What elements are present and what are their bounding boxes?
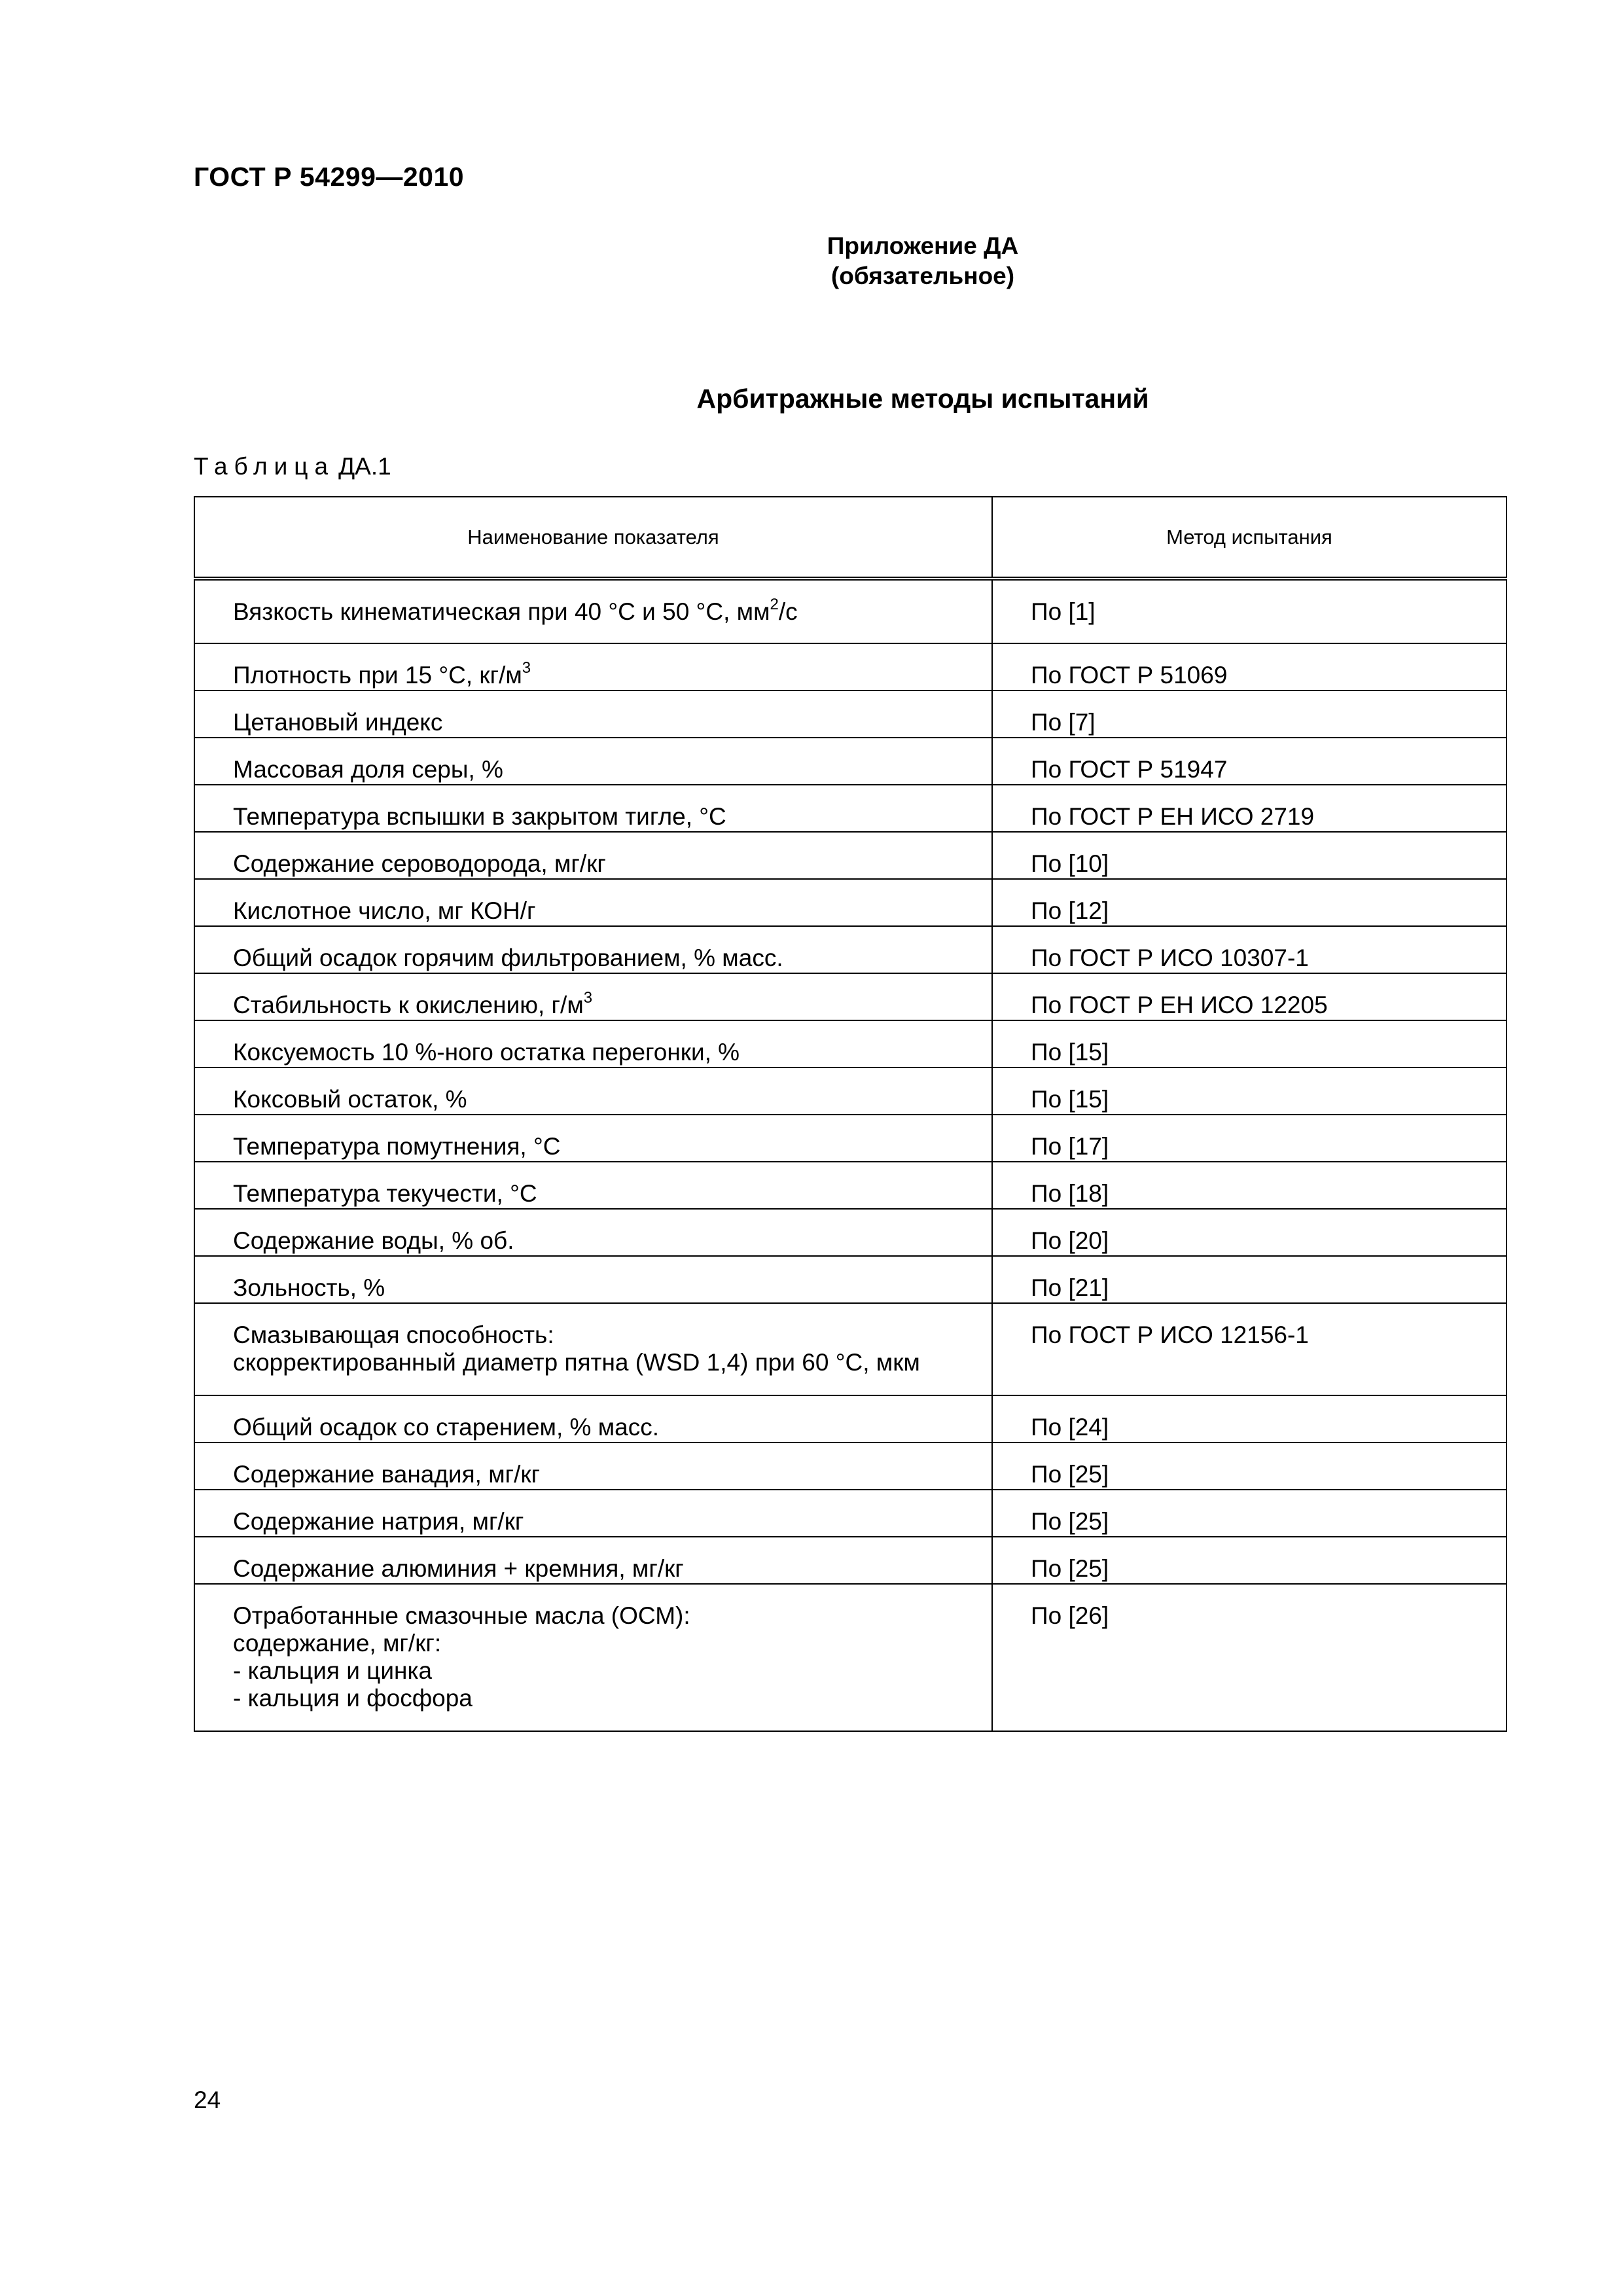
indicator-text	[233, 1180, 978, 1208]
indicator-text-main: Содержание воды, % об.	[233, 1227, 514, 1254]
indicator-text-main: Цетановый индекс	[233, 709, 443, 736]
table-row	[194, 926, 1507, 973]
indicator-text	[233, 1133, 978, 1160]
method-cell: По [24]	[992, 1395, 1507, 1443]
indicator-cell	[194, 1584, 992, 1731]
indicator-text-main: Общий осадок со старением, % масс.	[233, 1414, 660, 1441]
table-row	[194, 785, 1507, 832]
method-cell: По ГОСТ Р 51069	[992, 643, 1507, 691]
method-cell: По [15]	[992, 1067, 1507, 1115]
indicator-text	[233, 595, 978, 626]
indicator-cell	[194, 926, 992, 973]
method-cell: По [18]	[992, 1162, 1507, 1209]
indicator-text-main: Содержание алюминия + кремния, мг/кг	[233, 1555, 684, 1582]
indicator-text-main: Коксуемость 10 %-ного остатка перегонки, %	[233, 1039, 740, 1066]
column-header-indicator: Наименование показателя	[194, 497, 992, 579]
indicator-text-main: Содержание сероводорода, мг/кг	[233, 850, 606, 877]
indicator-cell	[194, 1256, 992, 1303]
table-row	[194, 1537, 1507, 1584]
indicator-text	[233, 850, 978, 878]
indicator-text-main: скорректированный диаметр пятна (WSD 1,4) при 60 °С, мкм	[233, 1349, 920, 1376]
table-row	[194, 1584, 1507, 1731]
table-row	[194, 1067, 1507, 1115]
indicator-text	[233, 756, 978, 783]
table-row	[194, 1115, 1507, 1162]
indicator-text	[233, 1657, 978, 1685]
indicator-text-main: Массовая доля серы, %	[233, 756, 503, 783]
indicator-cell	[194, 1020, 992, 1067]
method-cell: По ГОСТ Р ЕН ИСО 12205	[992, 973, 1507, 1020]
indicator-cell	[194, 643, 992, 691]
indicator-text-main: Отработанные смазочные масла (ОСМ):	[233, 1602, 690, 1629]
indicator-cell	[194, 1162, 992, 1209]
table-row	[194, 1209, 1507, 1256]
page-number: 24	[194, 2087, 221, 2113]
indicator-text	[233, 1630, 978, 1657]
method-cell: По [1]	[992, 579, 1507, 643]
unit-exponent: 3	[583, 988, 593, 1007]
indicator-cell	[194, 973, 992, 1020]
table-row	[194, 1020, 1507, 1067]
document-code: ГОСТ Р 54299—2010	[194, 162, 465, 192]
method-cell: По [15]	[992, 1020, 1507, 1067]
section-title: Арбитражные методы испытаний	[696, 384, 1149, 414]
indicator-text	[233, 1461, 978, 1488]
table-row	[194, 879, 1507, 926]
indicator-cell	[194, 879, 992, 926]
indicator-text	[233, 1602, 978, 1630]
indicator-text-main: Содержание ванадия, мг/кг	[233, 1461, 541, 1488]
indicator-text-main: Вязкость кинематическая при 40 °С и 50 °С, мм	[233, 598, 770, 625]
indicator-cell	[194, 1115, 992, 1162]
indicator-text-main: Коксовый остаток, %	[233, 1086, 467, 1113]
indicator-text	[233, 1321, 978, 1349]
unit-exponent: 3	[522, 658, 531, 677]
indicator-text	[233, 1414, 978, 1441]
table-caption-number: ДА.1	[338, 453, 391, 480]
indicator-text	[233, 1349, 978, 1376]
indicator-text	[233, 1086, 978, 1113]
indicator-text-main: Температура помутнения, °С	[233, 1133, 561, 1160]
indicator-text-main: содержание, мг/кг:	[233, 1630, 442, 1657]
table-row	[194, 1162, 1507, 1209]
method-cell: По [25]	[992, 1443, 1507, 1490]
test-methods-table	[194, 496, 1507, 1732]
indicator-text	[233, 803, 978, 831]
table-row	[194, 1443, 1507, 1490]
appendix-heading	[0, 231, 1623, 291]
table-row	[194, 973, 1507, 1020]
method-cell: По [7]	[992, 691, 1507, 738]
indicator-text-main: Стабильность к окислению, г/м	[233, 992, 584, 1018]
indicator-text	[233, 658, 978, 689]
method-cell: По ГОСТ Р ЕН ИСО 2719	[992, 785, 1507, 832]
indicator-text	[233, 1227, 978, 1255]
indicator-text-main: Кислотное число, мг КОН/г	[233, 897, 536, 924]
indicator-cell	[194, 832, 992, 879]
method-cell: По [10]	[992, 832, 1507, 879]
indicator-text-main: - кальция и фосфора	[233, 1685, 473, 1712]
indicator-text	[233, 709, 978, 736]
table-row	[194, 1490, 1507, 1537]
table-row	[194, 1256, 1507, 1303]
indicator-cell	[194, 1443, 992, 1490]
indicator-cell	[194, 691, 992, 738]
method-cell: По ГОСТ Р ИСО 10307-1	[992, 926, 1507, 973]
column-header-method: Метод испытания	[992, 497, 1507, 579]
indicator-text-suffix: /с	[778, 598, 798, 625]
method-cell: По [17]	[992, 1115, 1507, 1162]
indicator-text	[233, 944, 978, 972]
appendix-status: (обязательное)	[830, 262, 1015, 289]
table-caption-word: Таблица	[194, 453, 335, 480]
indicator-text-main: Смазывающая способность:	[233, 1321, 554, 1348]
table-header-row	[194, 497, 1507, 579]
indicator-cell	[194, 1303, 992, 1395]
unit-exponent: 2	[770, 595, 779, 613]
indicator-text	[233, 1274, 978, 1302]
indicator-text	[233, 1555, 978, 1583]
table-row	[194, 738, 1507, 785]
method-cell: По [20]	[992, 1209, 1507, 1256]
indicator-cell	[194, 579, 992, 643]
indicator-cell	[194, 1067, 992, 1115]
table-row	[194, 579, 1507, 643]
table-row	[194, 643, 1507, 691]
table-caption	[194, 453, 391, 480]
method-cell: По [25]	[992, 1490, 1507, 1537]
method-cell: По [25]	[992, 1537, 1507, 1584]
indicator-cell	[194, 785, 992, 832]
table-row	[194, 832, 1507, 879]
method-cell: По [12]	[992, 879, 1507, 926]
indicator-cell	[194, 1395, 992, 1443]
indicator-text-main: Зольность, %	[233, 1274, 385, 1301]
method-cell: По [26]	[992, 1584, 1507, 1731]
table-body	[194, 579, 1507, 1731]
method-cell: По [21]	[992, 1256, 1507, 1303]
method-cell: По ГОСТ Р 51947	[992, 738, 1507, 785]
table-row	[194, 1395, 1507, 1443]
table-row	[194, 1303, 1507, 1395]
indicator-text	[233, 988, 978, 1019]
table-header	[194, 497, 1507, 579]
indicator-text-main: - кальция и цинка	[233, 1657, 433, 1684]
indicator-text-main: Температура вспышки в закрытом тигле, °С	[233, 803, 726, 830]
indicator-cell	[194, 1537, 992, 1584]
indicator-cell	[194, 1209, 992, 1256]
method-cell: По ГОСТ Р ИСО 12156-1	[992, 1303, 1507, 1395]
indicator-text	[233, 1508, 978, 1535]
table-row	[194, 691, 1507, 738]
indicator-text	[233, 1039, 978, 1066]
indicator-text-main: Общий осадок горячим фильтрованием, % масс.	[233, 944, 783, 971]
indicator-text-main: Плотность при 15 °С, кг/м	[233, 662, 522, 689]
indicator-cell	[194, 1490, 992, 1537]
indicator-text-main: Содержание натрия, мг/кг	[233, 1508, 524, 1535]
indicator-text-main: Температура текучести, °С	[233, 1180, 537, 1207]
appendix-title: Приложение ДА	[827, 232, 1019, 259]
indicator-text	[233, 897, 978, 925]
indicator-cell	[194, 738, 992, 785]
indicator-text	[233, 1685, 978, 1712]
